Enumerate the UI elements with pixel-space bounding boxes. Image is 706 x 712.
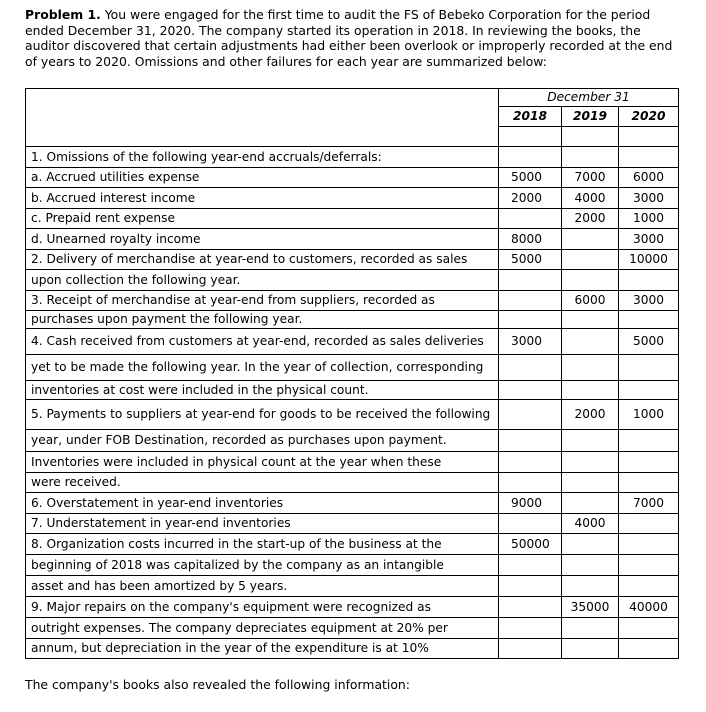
table-row [26,329,679,355]
value-2018 [499,209,562,229]
header-row-period [26,89,679,107]
value-2019: 4000 [562,188,619,209]
value-2019 [562,473,619,493]
row-description: a. Accrued utilities expense [26,168,499,188]
spacer-cell [499,127,562,147]
value-2018 [499,514,562,534]
value-2020: 3000 [619,291,679,311]
value-2019 [562,493,619,514]
value-2019: 2000 [562,209,619,229]
row-description: 6. Overstatement in year-end inventories [26,493,499,514]
value-2018 [499,473,562,493]
value-2020 [619,381,679,400]
table-row [26,147,679,168]
table-row [26,534,679,555]
row-description: 4. Cash received from customers at year-end, recorded as sales deliveries [26,329,499,355]
value-2019 [562,534,619,555]
row-description: 1. Omissions of the following year-end accruals/deferrals: [26,147,499,168]
value-2018 [499,381,562,400]
value-2020: 5000 [619,329,679,355]
value-2019: 35000 [562,597,619,618]
problem-statement [25,7,675,69]
row-description: yet to be made the following year. In the year of collection, corresponding [26,355,499,381]
table-row [26,597,679,618]
table-row [26,188,679,209]
table-row [26,311,679,329]
value-2020 [619,355,679,381]
value-2020 [619,147,679,168]
problem-text: You were engaged for the first time to audit the FS of Bebeko Corporation for the period ended December 31, 2020. The company started its operation in 2018. In reviewing the books, the auditor discovered that certain adjustments had either been overlook or improperly recorded at the end of years to 2020. Omissions and other failures for each year are summarized below: [25,7,673,69]
value-2019 [562,576,619,597]
value-2019 [562,618,619,639]
value-2018 [499,618,562,639]
value-2020: 6000 [619,168,679,188]
value-2020 [619,430,679,452]
row-description: 5. Payments to suppliers at year-end for goods to be received the following [26,400,499,430]
row-description: annum, but depreciation in the year of the expenditure is at 10% [26,639,499,659]
row-description: were received. [26,473,499,493]
row-description: c. Prepaid rent expense [26,209,499,229]
value-2018: 8000 [499,229,562,250]
value-2020 [619,270,679,291]
table-row [26,493,679,514]
value-2018: 9000 [499,493,562,514]
table-row [26,250,679,270]
value-2020 [619,311,679,329]
spacer-cell [619,127,679,147]
footer-text: The company's books also revealed the following information: [25,677,410,692]
value-2018 [499,430,562,452]
value-2019: 6000 [562,291,619,311]
row-description: b. Accrued interest income [26,188,499,209]
value-2019 [562,355,619,381]
value-2019 [562,639,619,659]
value-2018 [499,576,562,597]
value-2019 [562,430,619,452]
value-2018 [499,270,562,291]
value-2018 [499,400,562,430]
value-2020: 10000 [619,250,679,270]
table-row [26,381,679,400]
value-2019 [562,311,619,329]
value-2018 [499,597,562,618]
table-row [26,618,679,639]
value-2020: 7000 [619,493,679,514]
value-2018: 5000 [499,250,562,270]
header-period: December 31 [499,89,679,107]
header-year-2020: 2020 [619,107,679,127]
row-description: outright expenses. The company depreciates equipment at 20% per [26,618,499,639]
value-2018: 3000 [499,329,562,355]
value-2018: 5000 [499,168,562,188]
row-description: beginning of 2018 was capitalized by the company as an intangible [26,555,499,576]
value-2018: 50000 [499,534,562,555]
row-description: Inventories were included in physical count at the year when these [26,452,499,473]
value-2019 [562,381,619,400]
row-description: 7. Understatement in year-end inventories [26,514,499,534]
value-2018 [499,452,562,473]
header-year-2019: 2019 [562,107,619,127]
table-row [26,555,679,576]
table-row [26,430,679,452]
row-description: upon collection the following year. [26,270,499,291]
value-2019 [562,147,619,168]
value-2019 [562,555,619,576]
value-2019: 2000 [562,400,619,430]
value-2018 [499,639,562,659]
value-2018 [499,311,562,329]
value-2020 [619,473,679,493]
table-row [26,452,679,473]
row-description: 3. Receipt of merchandise at year-end from suppliers, recorded as [26,291,499,311]
row-description: 2. Delivery of merchandise at year-end to customers, recorded as sales [26,250,499,270]
value-2020 [619,618,679,639]
value-2020: 1000 [619,400,679,430]
problem-label: Problem 1. [25,7,101,22]
value-2020 [619,534,679,555]
table-row [26,291,679,311]
table-row [26,209,679,229]
value-2019 [562,250,619,270]
table-row [26,473,679,493]
adjustments-table [25,88,679,659]
table-row [26,400,679,430]
row-description: 8. Organization costs incurred in the start-up of the business at the [26,534,499,555]
value-2018 [499,291,562,311]
table-row [26,229,679,250]
row-description: 9. Major repairs on the company's equipment were recognized as [26,597,499,618]
table-row [26,355,679,381]
value-2019 [562,229,619,250]
value-2018 [499,147,562,168]
value-2020: 3000 [619,229,679,250]
value-2020 [619,514,679,534]
value-2019 [562,270,619,291]
spacer-cell [562,127,619,147]
row-description: purchases upon payment the following year. [26,311,499,329]
table-row [26,514,679,534]
table-row [26,168,679,188]
value-2020: 1000 [619,209,679,229]
value-2019 [562,329,619,355]
table-row [26,576,679,597]
value-2019: 4000 [562,514,619,534]
value-2018 [499,555,562,576]
value-2020: 3000 [619,188,679,209]
table-row [26,270,679,291]
row-description: asset and has been amortized by 5 years. [26,576,499,597]
value-2020: 40000 [619,597,679,618]
value-2019 [562,452,619,473]
row-description: inventories at cost were included in the physical count. [26,381,499,400]
value-2018 [499,355,562,381]
value-2020 [619,639,679,659]
header-blank-cell [26,89,499,147]
row-description: d. Unearned royalty income [26,229,499,250]
value-2020 [619,576,679,597]
row-description: year, under FOB Destination, recorded as purchases upon payment. [26,430,499,452]
value-2020 [619,555,679,576]
header-year-2018: 2018 [499,107,562,127]
value-2018: 2000 [499,188,562,209]
value-2020 [619,452,679,473]
value-2019: 7000 [562,168,619,188]
table-row [26,639,679,659]
